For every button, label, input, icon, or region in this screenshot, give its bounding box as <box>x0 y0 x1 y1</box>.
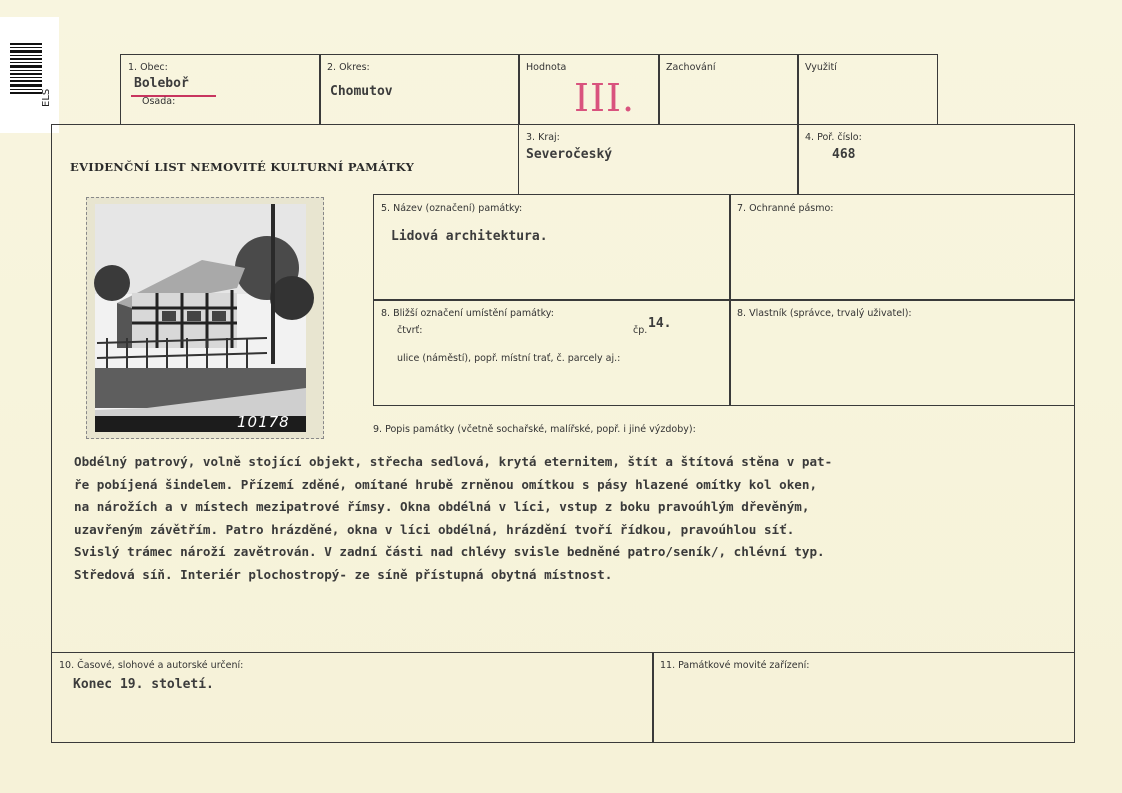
movite-zarizeni-label: 11. Památkové movité zařízení: <box>660 660 810 671</box>
popis-label: 9. Popis památky (včetně sochařské, malířské, popř. i jiné výzdoby): <box>373 424 696 435</box>
popis-line: uzavřeným závětřím. Patro hrázděné, okna v líci obdélná, hrázdění tvoří řídkou, pravoúhlou síť. <box>74 521 795 537</box>
popis-text <box>74 451 1074 587</box>
barcode-icon <box>0 17 59 133</box>
casove-urceni-label: 10. Časové, slohové a autorské určení: <box>59 660 244 671</box>
nazev-value: Lidová architektura. <box>391 229 548 244</box>
house-photo-image <box>87 198 323 438</box>
casove-urceni-value: Konec 19. století. <box>73 677 214 692</box>
zachovani-label: Zachování <box>666 62 716 73</box>
kraj-label: 3. Kraj: <box>526 132 560 143</box>
osada-label: Osada: <box>142 96 176 107</box>
por-cislo-label: 4. Poř. číslo: <box>805 132 862 143</box>
obec-label: 1. Obec: <box>128 62 168 73</box>
umisteni-label: 8. Bližší označení umístění památky: <box>381 308 554 319</box>
kraj-value: Severočeský <box>526 147 613 162</box>
barcode-text: ELS <box>41 88 52 107</box>
form-title: EVIDENČNÍ LIST NEMOVITÉ KULTURNÍ PAMÁTKY <box>70 160 415 174</box>
hodnota-stamp: III. <box>574 76 636 120</box>
cp-label: čp. <box>633 325 648 336</box>
popis-line: na nárožích a v místech mezipatrové římsy. Okna obdélná v líci, vstup z boku pravoúhlým dřevěným, <box>74 499 810 515</box>
cp-value: 14. <box>648 316 672 331</box>
popis-line: Středová síň. Interiér plochostropý- ze síně přístupná obytná místnost. <box>74 566 613 582</box>
photo-caption: 10178 <box>237 413 290 431</box>
nazev-label: 5. Název (označení) památky: <box>381 203 523 214</box>
obec-value: Boleboř <box>134 76 189 91</box>
popis-line: Obdélný patrový, volně stojící objekt, střecha sedlová, krytá eternitem, štít a štítová stěna v pat- <box>74 454 833 469</box>
ctvrt-label: čtvrť: <box>397 325 423 336</box>
barcode-card <box>0 17 59 133</box>
popis-line: Svislý trámec nároží zavětrován. V zadní části nad chlévy svisle bedněné patro/seník/, chlévní typ. <box>74 544 825 560</box>
monument-photo <box>86 197 324 439</box>
hodnota-label: Hodnota <box>526 62 567 73</box>
vyuziti-label: Využití <box>805 62 837 73</box>
vlastnik-label: 8. Vlastník (správce, trvalý uživatel): <box>737 308 912 319</box>
okres-value: Chomutov <box>330 84 393 99</box>
por-cislo-value: 468 <box>832 147 856 162</box>
ulice-label: ulice (náměstí), popř. místní trať, č. parcely aj.: <box>397 353 621 364</box>
okres-label: 2. Okres: <box>327 62 370 73</box>
popis-line: ře pobíjená šindelem. Přízemí zděné, omítané hrubě zrněnou omítkou s pásy hlazené omítky kol oken, <box>74 476 818 492</box>
ochranne-pasmo-label: 7. Ochranné pásmo: <box>737 203 834 214</box>
